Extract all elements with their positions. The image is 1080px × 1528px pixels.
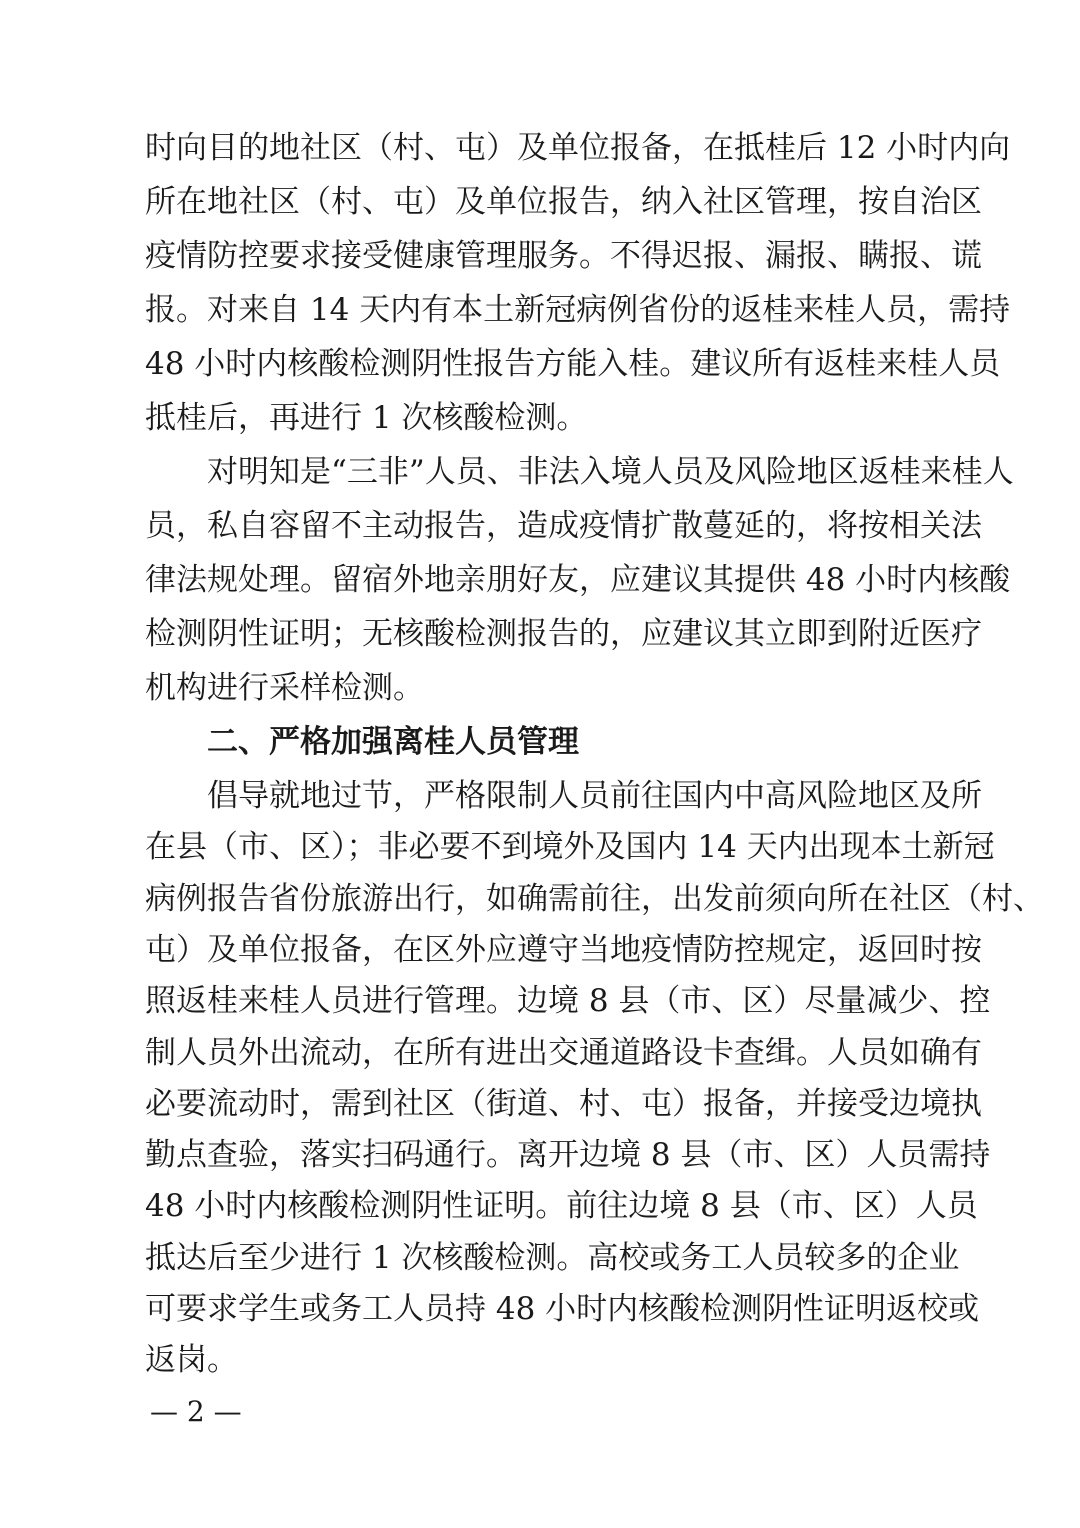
text-line: 照返桂来桂人员进行管理。边境 8 县（市、区）尽量减少、控 (145, 983, 991, 1020)
page-number: — 2 — (150, 1395, 242, 1429)
text-line: 员，私自容留不主动报告，造成疫情扩散蔓延的，将按相关法 (145, 508, 982, 544)
section-heading: 二、严格加强离桂人员管理 (207, 724, 579, 760)
text-line: 返岗。 (145, 1342, 238, 1379)
text-line: 疫情防控要求接受健康管理服务。不得迟报、漏报、瞒报、谎 (145, 238, 982, 274)
text-line: 对明知是“三非”人员、非法入境人员及风险地区返桂来桂人 (207, 454, 1014, 490)
text-line: 屯）及单位报备，在区外应遵守当地疫情防控规定，返回时按 (145, 931, 982, 968)
text-line: 时向目的地社区（村、屯）及单位报备，在抵桂后 12 小时内向 (145, 130, 1011, 166)
text-line: 报。对来自 14 天内有本土新冠病例省份的返桂来桂人员，需持 (145, 292, 1011, 328)
text-line: 48 小时内核酸检测阴性报告方能入桂。建议所有返桂来桂人员 (145, 346, 1001, 382)
text-line: 必要流动时，需到社区（街道、村、屯）报备，并接受边境执 (145, 1085, 982, 1122)
text-line: 检测阴性证明；无核酸检测报告的，应建议其立即到附近医疗 (145, 616, 982, 652)
text-line: 倡导就地过节，严格限制人员前往国内中高风险地区及所 (207, 778, 982, 814)
text-line: 制人员外出流动，在所有进出交通道路设卡查缉。人员如确有 (145, 1034, 982, 1071)
text-line: 48 小时内核酸检测阴性证明。前往边境 8 县（市、区）人员 (145, 1188, 978, 1225)
text-line: 机构进行采样检测。 (145, 670, 424, 706)
text-line: 律法规处理。留宿外地亲朋好友，应建议其提供 48 小时内核酸 (145, 562, 1011, 598)
text-line: 在县（市、区）；非必要不到境外及国内 14 天内出现本土新冠 (145, 829, 995, 866)
text-line: 可要求学生或务工人员持 48 小时内核酸检测阴性证明返校或 (145, 1291, 980, 1327)
text-line: 病例报告省份旅游出行，如确需前往，出发前须向所在社区（村、 (145, 880, 1044, 917)
text-line: 抵达后至少进行 1 次核酸检测。高校或务工人员较多的企业 (145, 1239, 960, 1276)
text-line: 勤点查验，落实扫码通行。离开边境 8 县（市、区）人员需持 (145, 1137, 991, 1174)
text-line: 所在地社区（村、屯）及单位报告，纳入社区管理，按自治区 (145, 184, 982, 220)
text-line: 抵桂后，再进行 1 次核酸检测。 (145, 400, 588, 436)
